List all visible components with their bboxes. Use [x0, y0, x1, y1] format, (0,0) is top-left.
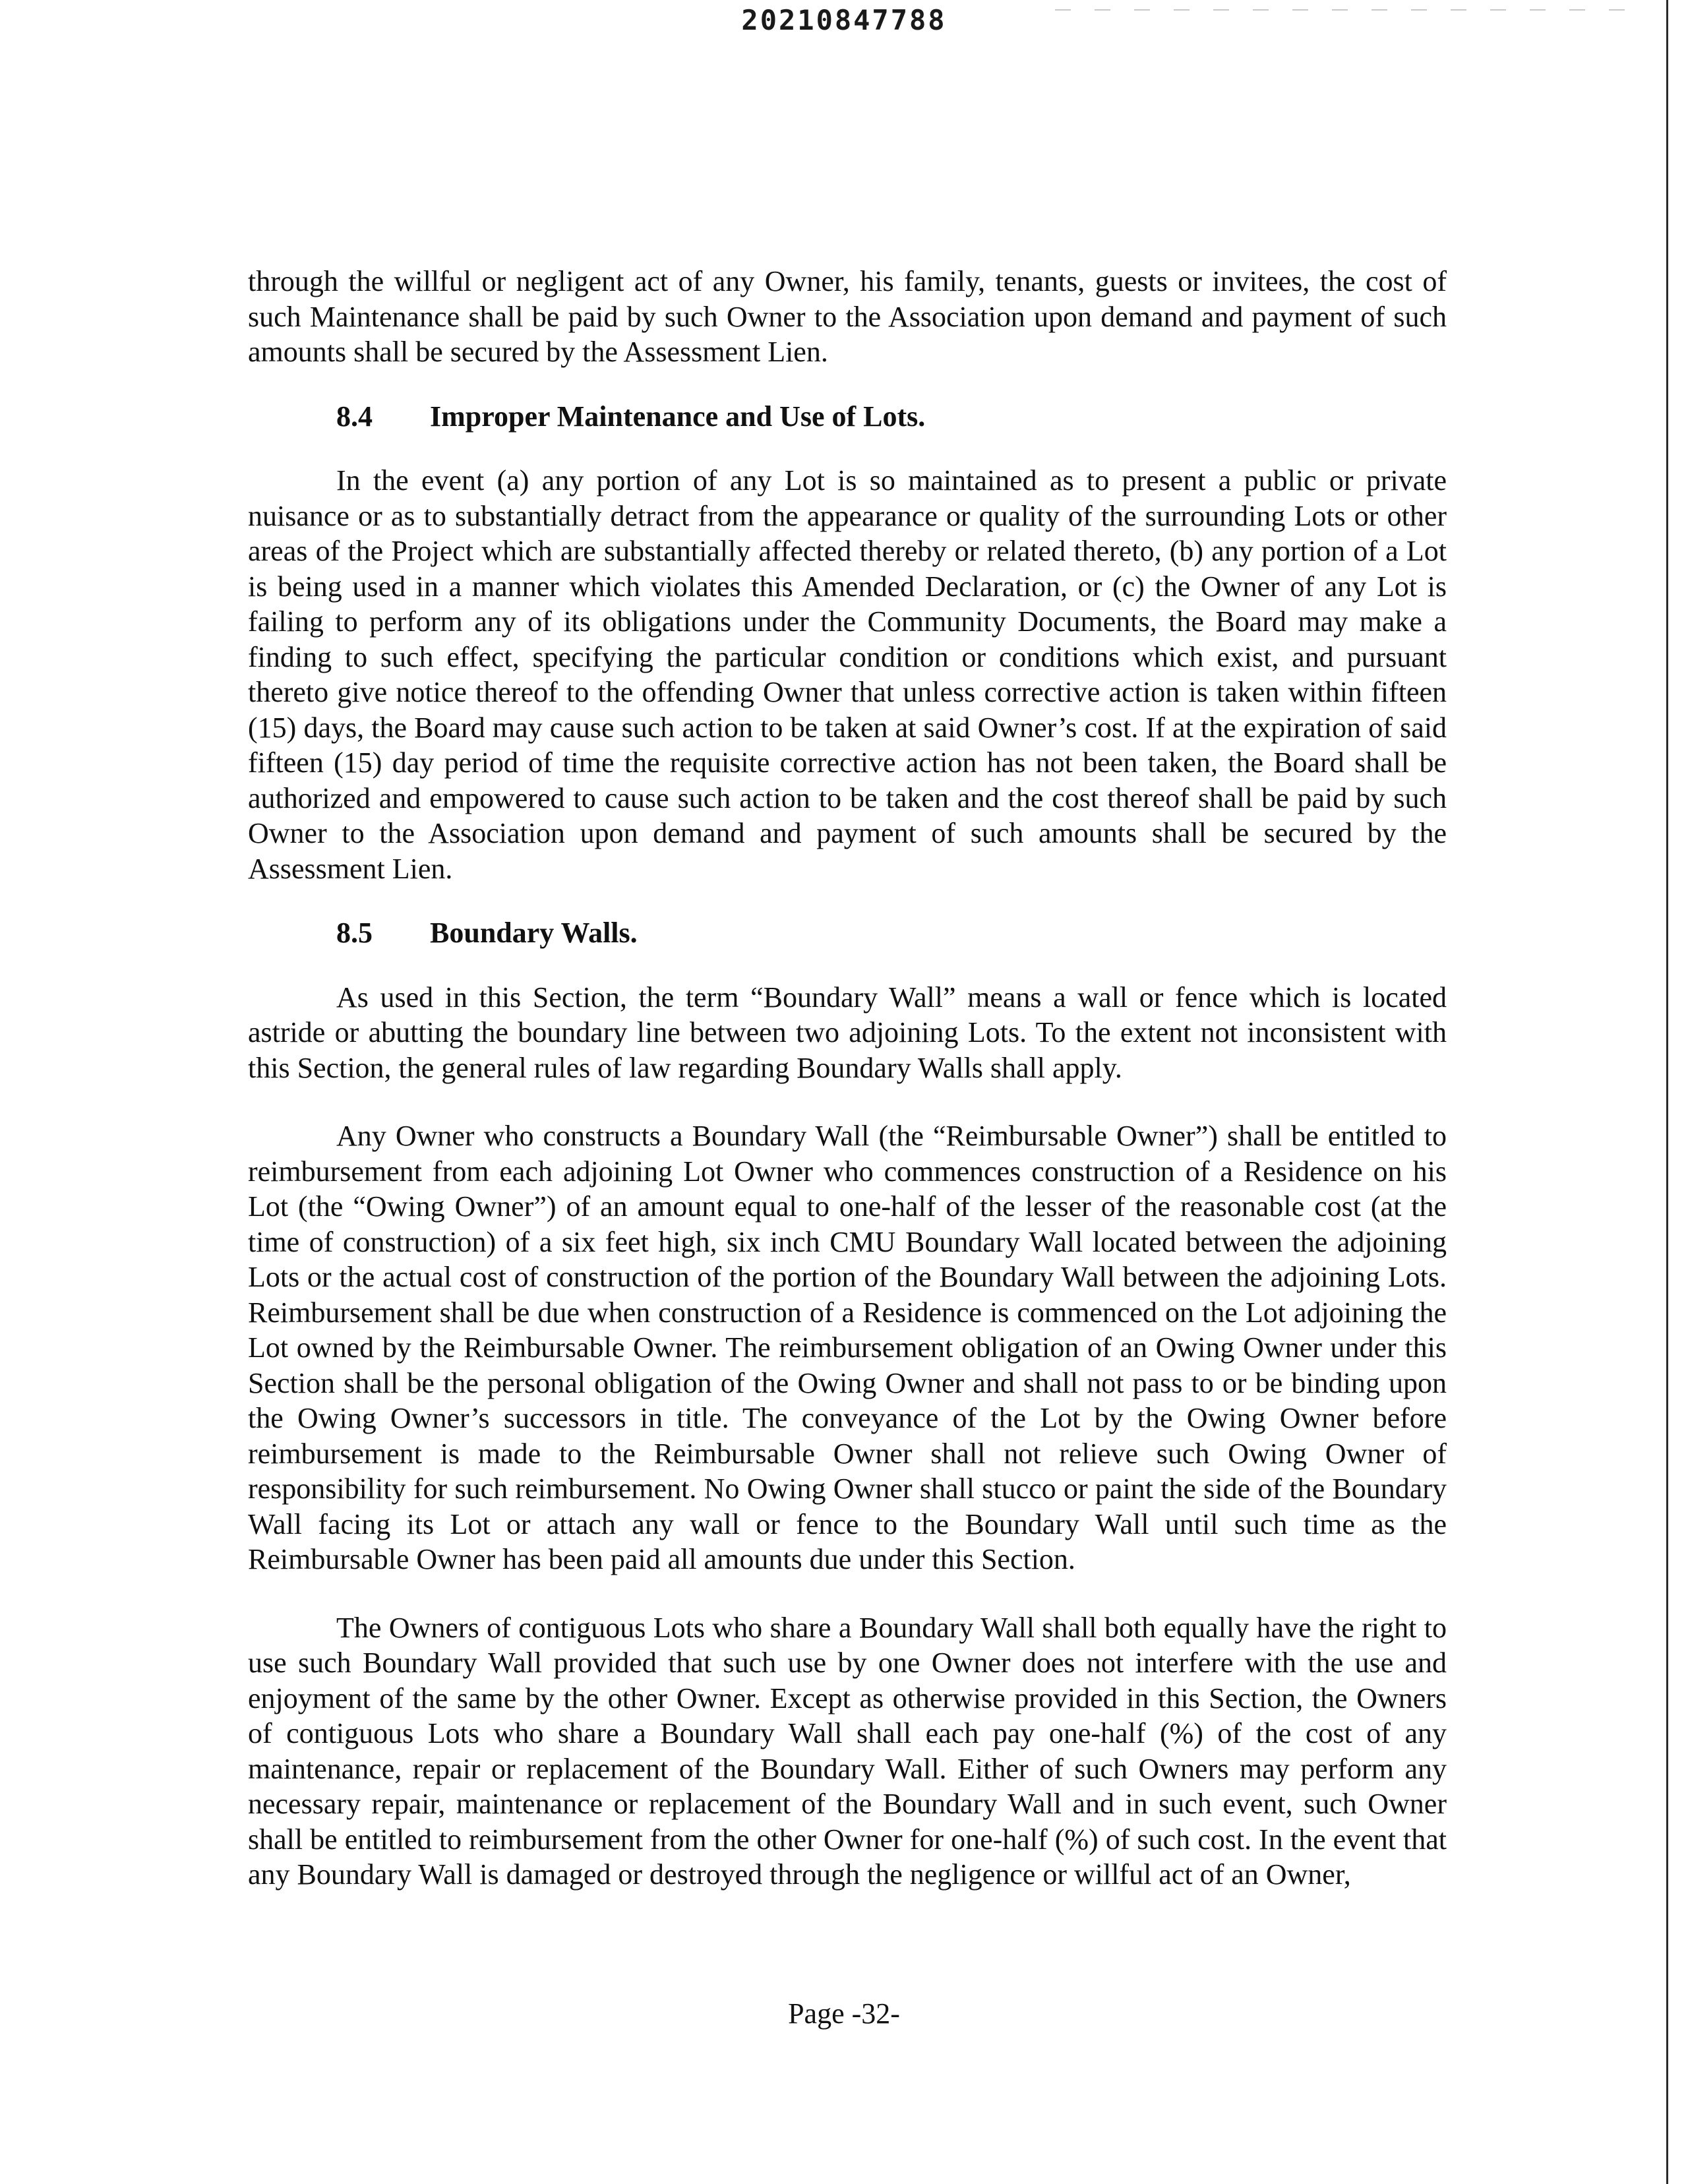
- section-number: 8.4: [336, 400, 373, 433]
- section-heading-8-4: [248, 399, 1447, 435]
- document-number: 20210847788: [741, 4, 947, 36]
- section-heading-8-5: [248, 915, 1447, 951]
- section-title: Improper Maintenance and Use of Lots.: [430, 400, 926, 433]
- section-8-5-paragraph-2: Any Owner who constructs a Boundary Wall (the “Reimbursable Owner”) shall be entitled to reimbursement from each adjoining Lot Owner who commences construction of a Residence on his Lot (the “Owing Owner”) of an amount equal to one-half of the lesser of the reasonable cost (at the time of construction) of a six feet high, six inch CMU Boundary Wall located between the adjoining Lots or the actual cost of construction of the portion of the Boundary Wall between the adjoining Lots. Reimbursement shall be due when construction of a Residence is commenced on the Lot adjoining the Lot owned by the Reimbursable Owner. The reimbursement obligation of an Owing Owner under this Section shall be the personal obligation of the Owing Owner and shall not pass to or be binding upon the Owing Owner’s successors in title. The conveyance of the Lot by the Owing Owner before reimbursement is made to the Reimbursable Owner shall not relieve such Owing Owner of responsibility for such reimbursement. No Owing Owner shall stucco or paint the side of the Boundary Wall facing its Lot or attach any wall or fence to the Boundary Wall until such time as the Reimbursable Owner has been paid all amounts due under this Section.: [248, 1120, 1447, 1575]
- section-number: 8.5: [336, 917, 373, 949]
- section-8-5-paragraph-1: As used in this Section, the term “Boundary Wall” means a wall or fence which is located astride or abutting the boundary line between two adjoining Lots. To the extent not inconsistent with this Section, the general rules of law regarding Boundary Walls shall apply.: [248, 981, 1447, 1084]
- header-scan-artifact: [1055, 9, 1648, 11]
- page-edge-line: [1666, 0, 1668, 2184]
- document-body: [248, 264, 1447, 1893]
- intro-paragraph: through the willful or negligent act of any Owner, his family, tenants, guests or invitees, the cost of such Maintenance shall be paid by such Owner to the Association upon demand and payment of such amounts shall be secured by the Assessment Lien.: [248, 265, 1447, 368]
- section-title: Boundary Walls.: [430, 917, 638, 949]
- section-8-5-paragraph-3: The Owners of contiguous Lots who share a Boundary Wall shall both equally have the right to use such Boundary Wall provided that such use by one Owner does not interfere with the use and enjoyment of the same by the other Owner. Except as otherwise provided in this Section, the Owners of contiguous Lots who share a Boundary Wall shall each pay one-half (%) of the cost of any maintenance, repair or replacement of the Boundary Wall. Either of such Owners may perform any necessary repair, maintenance or replacement of the Boundary Wall and in such event, such Owner shall be entitled to reimbursement from the other Owner for one-half (%) of such cost. In the event that any Boundary Wall is damaged or destroyed through the negligence or willful act of an Owner,: [248, 1611, 1447, 1891]
- page-number: Page -32-: [788, 1997, 900, 2030]
- section-8-4-paragraph: In the event (a) any portion of any Lot is so maintained as to present a public or private nuisance or as to substantially detract from the appearance or quality of the surrounding Lots or other areas of the Project which are substantially affected thereby or related thereto, (b) any portion of a Lot is being used in a manner which violates this Amended Declaration, or (c) the Owner of any Lot is failing to perform any of its obligations under the Community Documents, the Board may make a finding to such effect, specifying the particular condition or conditions which exist, and pursuant thereto give notice thereof to the offending Owner that unless corrective action is taken within fifteen (15) days, the Board may cause such action to be taken at said Owner’s cost. If at the expiration of said fifteen (15) day period of time the requisite corrective action has not been taken, the Board shall be authorized and empowered to cause such action to be taken and the cost thereof shall be paid by such Owner to the Association upon demand and payment of such amounts shall be secured by the Assessment Lien.: [248, 464, 1447, 885]
